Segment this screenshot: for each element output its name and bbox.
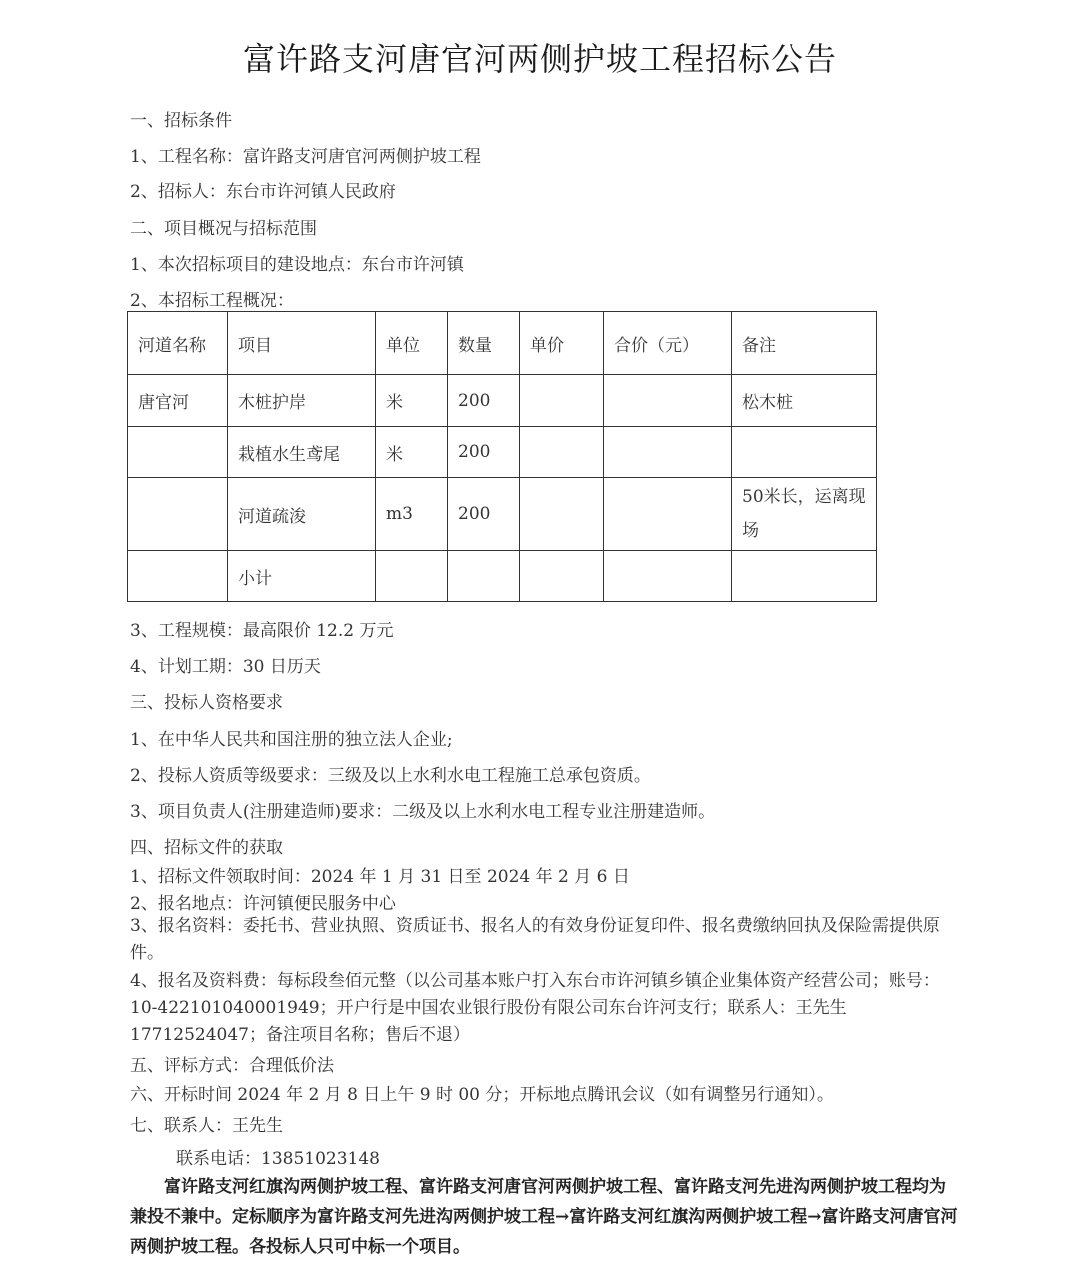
project-scale-line: 3、工程规模：最高限价 12.2 万元 bbox=[130, 621, 394, 641]
contact-line: 七、联系人：王先生 bbox=[130, 1116, 283, 1136]
table-cell: 米 bbox=[376, 427, 448, 478]
table-cell: 200 bbox=[448, 478, 520, 551]
qualification-line-3: 3、项目负责人(注册建造师)要求：二级及以上水利水电工程专业注册建造师。 bbox=[130, 802, 716, 822]
location-line: 1、本次招标项目的建设地点：东台市许河镇 bbox=[130, 255, 464, 275]
table-cell: 小计 bbox=[228, 551, 376, 602]
bid-opening-line: 六、开标时间 2024 年 2 月 8 日上午 9 时 00 分；开标地点腾讯会议（如有调整另行通知）。 bbox=[130, 1085, 834, 1105]
table-header-cell: 单位 bbox=[376, 312, 448, 375]
table-header-cell: 河道名称 bbox=[128, 312, 228, 375]
table-cell bbox=[732, 427, 877, 478]
table-cell bbox=[128, 478, 228, 551]
table-cell bbox=[732, 551, 877, 602]
table-cell bbox=[604, 551, 732, 602]
document-time-line: 1、招标文件领取时间：2024 年 1 月 31 日至 2024 年 2 月 6 日 bbox=[130, 867, 630, 887]
table-cell bbox=[520, 478, 604, 551]
table-cell bbox=[604, 427, 732, 478]
table-header-cell: 单价 bbox=[520, 312, 604, 375]
qualification-line-2: 2、投标人资质等级要求：三级及以上水利水电工程施工总承包资质。 bbox=[130, 766, 651, 786]
table-cell bbox=[604, 478, 732, 551]
table-cell: 河道疏浚 bbox=[228, 478, 376, 551]
section-3-heading: 三、投标人资格要求 bbox=[130, 693, 283, 713]
table-row bbox=[128, 427, 877, 478]
table-cell bbox=[520, 427, 604, 478]
table-cell: m3 bbox=[376, 478, 448, 551]
table-cell: 200 bbox=[448, 427, 520, 478]
table-header-cell: 合价（元） bbox=[604, 312, 732, 375]
section-1-heading: 一、招标条件 bbox=[130, 111, 232, 131]
tenderer-line: 2、招标人：东台市许河镇人民政府 bbox=[130, 182, 396, 202]
evaluation-method-line: 五、评标方式：合理低价法 bbox=[130, 1056, 334, 1076]
table-cell bbox=[128, 551, 228, 602]
table-row bbox=[128, 478, 877, 551]
section-2-heading: 二、项目概况与招标范围 bbox=[130, 219, 317, 239]
project-table bbox=[127, 311, 877, 602]
table-row bbox=[128, 375, 877, 427]
table-cell: 米 bbox=[376, 375, 448, 427]
table-header-cell: 项目 bbox=[228, 312, 376, 375]
table-cell bbox=[448, 551, 520, 602]
table-cell: 木桩护岸 bbox=[228, 375, 376, 427]
table-cell bbox=[128, 427, 228, 478]
table-header-cell: 数量 bbox=[448, 312, 520, 375]
project-name-line: 1、工程名称：富许路支河唐官河两侧护坡工程 bbox=[130, 147, 481, 167]
registration-place-line: 2、报名地点：许河镇便民服务中心 bbox=[130, 894, 396, 914]
registration-materials-para: 3、报名资料：委托书、营业执照、资质证书、报名人的有效身份证复印件、报名费缴纳回执及保险需提供原件。 bbox=[130, 916, 940, 963]
table-cell: 松木桩 bbox=[732, 375, 877, 427]
table-row bbox=[128, 551, 877, 602]
section-4-heading: 四、招标文件的获取 bbox=[130, 838, 283, 858]
contact-phone-line: 联系电话：13851023148 bbox=[176, 1149, 380, 1169]
page-title: 富许路支河唐官河两侧护坡工程招标公告 bbox=[242, 40, 837, 78]
table-cell bbox=[604, 375, 732, 427]
table-cell bbox=[520, 551, 604, 602]
table-cell: 栽植水生鸢尾 bbox=[228, 427, 376, 478]
overview-line: 2、本招标工程概况： bbox=[130, 291, 294, 311]
table-cell bbox=[376, 551, 448, 602]
table-cell: 200 bbox=[448, 375, 520, 427]
schedule-line: 4、计划工期：30 日历天 bbox=[130, 657, 321, 677]
table-cell: 唐官河 bbox=[128, 375, 228, 427]
qualification-line-1: 1、在中华人民共和国注册的独立法人企业; bbox=[130, 730, 453, 750]
bidding-notice-para: 富许路支河红旗沟两侧护坡工程、富许路支河唐官河两侧护坡工程、富许路支河先进沟两侧护坡工程均为兼投不兼中。定标顺序为富许路支河先进沟两侧护坡工程→富许路支河红旗沟两侧护坡工程→富许路支河唐官河两侧护坡工程。各投标人只可中标一个项目。 bbox=[130, 1177, 958, 1257]
table-header-row bbox=[128, 312, 877, 375]
table-cell bbox=[520, 375, 604, 427]
table-cell: 50米长，运离现场 bbox=[732, 478, 877, 551]
registration-fee-para: 4、报名及资料费：每标段叁佰元整（以公司基本账户打入东台市许河镇乡镇企业集体资产经营公司；账号：10-422101040001949；开户行是中国农业银行股份有限公司东台许河支行；联系人：王先生 17712524047；备注项目名称；售后不退） bbox=[130, 971, 940, 1045]
table-header-cell: 备注 bbox=[732, 312, 877, 375]
